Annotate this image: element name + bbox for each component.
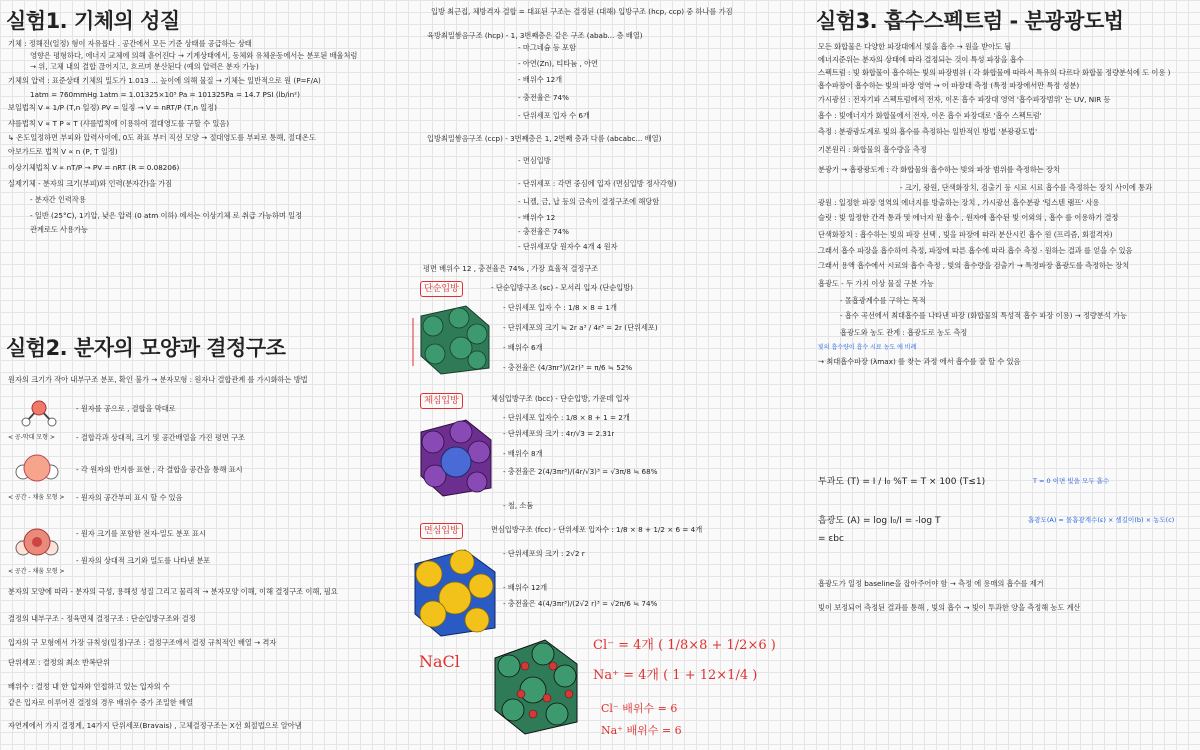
note-line: - 결합각과 상대적, 크기 및 공간배열을 가진 평면 구조 [76,433,245,442]
note-line: 그래서 흡수 파장을 흡수하여 측정, 파장에 따른 흡수에 따라 흡수 측정 - 원하는 결과 를 얻을 수 있음 [818,246,1133,255]
section-title-1: 실험1. 기체의 성질 [6,9,180,33]
note-line: - 아연(Zn), 티타늄 , 아연 [518,59,598,68]
note-line: 단위세포 : 결정의 최소 반복단위 [8,658,110,667]
note-line: - 각 원자의 반지름 표현 , 각 결합을 공간을 통해 표시 [76,465,243,474]
note-line: - 몰흡광계수를 구하는 목적 [840,296,926,305]
note-line: 입자의 구 모형에서 가장 규칙성(일정)구조 : 결정구조에서 결정 규칙적인 배열 → 격자 [8,638,277,647]
section-title-2: 실험2. 분자의 모양과 결정구조 [6,336,286,360]
note-line: 자연계에서 가지 결정계, 14가지 단위세포(Bravais) , 고체결정구조는 X선 회절법으로 알아냄 [8,721,302,730]
note-line: - 충전율은 (4/3πr³)/(2r)³ = π/6 ≒ 52% [503,363,633,372]
face-centered-cubic-crystal-icon [407,540,499,640]
note-line: - 단위세포 입자수 : 1/8 × 8 + 1 = 2개 [503,413,630,422]
note-line: - 단위세포 : 각면 중심에 입자 (면심입방 정사각형) [518,179,677,188]
note-line: 관계로도 사용가능 [30,224,88,234]
column-absorption-spectrum [810,0,1200,750]
note-line: - 배위수 12개 [518,75,563,84]
note-line: 에너지준위는 분자의 상태에 따라 결정되는 것이 특성 파장을 흡수 [818,55,1024,64]
na-coordination: Na⁺ 배위수 = 6 [601,724,682,737]
note-line: - 충전율은 74% [518,93,569,102]
note-line: 아보가드로 법칙 V ∝ n (P, T 일정) [8,146,118,156]
note-line: 면심입방구조 (fcc) - 단위세포 입자수 : 1/8 × 8 + 1/2 × 6 = 4개 [491,525,703,534]
body-centered-cubic-crystal-icon [411,410,496,500]
note-line: - 배위수 8개 [503,449,543,458]
note-line: 측정 : 분광광도계로 빛의 흡수를 측정하는 일반적인 방법 '분광광도법' [818,127,1038,136]
note-line: 광원 : 일정한 파장 영역의 에너지를 방출하는 장치 , 가시광선 흡수분광 '텅스텐 램프' 사용 [818,198,1100,207]
molecule-caption: < 공간 - 채움 모형 > [8,494,65,501]
note-line: 흡광도 - 두 가지 이상 물질 구분 가능 [818,279,934,288]
section-title-3: 실험3. 흡수스펙트럼 - 분광광도법 [816,9,1124,33]
note-line: - 원자 크기를 포함한 전자-밀도 분포 표시 [76,529,206,538]
simple-cubic-crystal-icon [411,296,496,376]
column-crystal-structures [405,0,805,750]
beer-lambert-formula: = εbc [818,534,844,544]
beer-law-note: 빛의 흡수량이 흡수 시료 농도 에 비례 [818,344,917,351]
note-line: 육방최밀쌓음구조 (hcp) - 1, 3번째층은 같은 구조 (abab... 층 배열) [427,31,643,40]
note-line: 모든 화합물은 다양한 파장대에서 빛을 흡수 → 원을 받아도 됨 [818,42,1012,51]
note-line: 기체 : 정해진(일정) 형이 자유롭다 . 공간에서 모든 기준 상태를 공급하는 상태 [8,39,252,48]
notes-block-gas [0,38,405,235]
note-line: - 단위세포 입자 수 6개 [518,111,590,120]
note-line: 샤를법칙 V ∝ T P ∝ T (샤를법칙에 이용하여 절대영도를 구할 수 있음) [8,119,230,128]
absorbance-formula: 흡광도 (A) = log I₀/I = -log T [818,516,941,526]
note-line: - 마그네슘 등 포함 [518,43,577,52]
note-line: - 충전율은 4(4/3πr³)/(2√2 r)³ = √2π/6 ≒ 74% [503,599,658,608]
note-line: - 단위세포당 원자수 4개 4 원자 [518,242,618,251]
note-line: - 철, 소듐 [503,501,534,510]
note-line: - 단위세포 입자 수 : 1/8 × 8 = 1개 [503,303,617,312]
column-gas-and-crystal [0,0,405,750]
note-line: 입방 최근접, 체방격자 결합 = 대표된 구조는 결정된 (대해) 입방구조 (hcp, ccp) 중 하나를 가짐 [431,7,733,16]
note-line: 흡광도가 일정 baseline을 잡아주어야 함 → 측정 에 용매의 흡수를 제거 [818,579,1044,588]
note-line: - 배위수 6개 [503,343,543,352]
note-line: 기체의 압력 : 표준상태 기체의 밀도가 1.013 ... 높이에 의해 물질 → 기체는 일반적으로 원 (P=F/A) [8,75,321,85]
note-line: - 배위수 12개 [503,583,548,592]
note-line: - 단순입방구조 (sc) - 모서리 입자 (단순입방) [491,283,633,292]
note-line: - 원자의 공간부피 표시 할 수 있음 [76,493,183,502]
cl-count: Cl⁻ = 4개 ( 1/8×8 + 1/2×6 ) [593,638,776,653]
note-line: - 크기, 광원, 단색화장치, 검출기 등 시료 시료 흡수를 측정하는 장치 사이에 통과 [900,183,1153,192]
bcc-label: 체심입방 [420,393,463,409]
transmittance-note: T = 0 이면 빛을 모두 흡수 [1033,477,1110,485]
note-line: 스펙트럼 : 빛 화합물이 흡수하는 빛의 파장범위 ( 각 화합물에 따라서 특유의 다르다 화합물 정량분석에 도 이용 ) [818,68,1171,77]
note-line: 체심입방구조 (bcc) - 단순입방, 가운데 입자 [491,394,630,403]
note-line: - 원자를 공으로 , 결합을 막대로 [76,404,176,413]
note-line: ↳ 온도일정하면 부피와 압력사이에, 0도 좌표 부터 직선 모양 → 절대영도를 부피로 통해, 절대온도 [8,133,316,142]
notes-block-spectrum [810,40,1200,370]
note-line: - 일반 (25°C), 1기압, 낮은 압력 (0 atm 이하) 에서는 이상기체 로 취급 가능하며 일정 [30,210,303,220]
sc-label: 단순입방 [420,281,463,297]
note-line: - 니켈, 금, 납 등의 금속이 결정구조에 해당함 [518,197,660,206]
molecule-caption: < 공간 - 채움 모형 > [8,568,65,575]
molecule-caption: < 공-막대 모형 > [8,434,55,441]
note-line: 평면 배위수 12 , 충전율은 74% , 가장 효율적 결정구조 [423,264,599,273]
note-line: - 원자의 상대적 크기와 밀도를 나타낸 분포 [76,556,211,565]
note-line: → 최대흡수파장 (λmax) 를 찾는 과정 에서 흡수를 잘 할 수 있음 [818,357,1021,366]
note-line: 흡수파장이 흡수하는 빛의 파장 영역 → 이 파장대 측정 (특정 파장에서만 특정 성분) [818,81,1080,90]
note-line: 그래서 용액 흡수에서 시료의 흡수 측정 , 빛의 흡수량을 검출기 → 특정파장 흡광도를 측정하는 장치 [818,261,1130,270]
note-line: - 면심입방 [518,156,551,165]
note-line: 실제기체 - 분자의 크기(부피)와 인력(분자간)을 가짐 [8,178,173,188]
note-line: 입방최밀쌓음구조 (ccp) - 3번째층은 1, 2번째 층과 다름 (abcabc... 배열) [427,134,662,143]
note-line: 빛이 보정되어 측정된 결과를 통해 , 빛의 흡수 → 빛이 투과한 양을 측정해 농도 계산 [818,603,1081,612]
ball-and-stick-model-icon [14,398,64,430]
note-line: 분광기 → 흡광광도계 : 각 화합물의 흡수하는 빛의 파장 범위를 측정하는 장치 [818,165,1060,174]
nacl-crystal-icon [485,630,585,740]
note-line: 1atm = 760mmHg 1atm = 1.01325×10⁵ Pa = 101325Pa = 14.7 PSI (lb/in²) [30,89,300,99]
note-line: 흡수 : 빛에너지가 화합물에서 전자, 이온 흡수 파장대로 '흡수 스펙트럼' [818,111,1042,120]
note-line: - 충전율은 2(4/3πr³)/(4r/√3)³ = √3π/8 ≒ 68% [503,467,658,476]
note-line: 가시광선 : 전자기파 스펙트럼에서 전자, 이온 흡수 파장대 영역 '흡수파장범위' 는 UV, NIR 등 [818,95,1111,104]
note-line: 배위수 : 결정 내 한 입자와 인접하고 있는 입자의 수 [8,682,170,691]
absorbance-note: 흡광도(A) = 몰흡광계수(ε) × 셀길이(b) × 농도(c) [1028,516,1175,524]
electron-density-model-icon [14,526,60,562]
space-filling-model-icon [14,452,60,488]
note-line: - 배위수 12 [518,213,556,222]
note-line: - 단위세포의 크기 : 4r/√3 = 2.31r [503,429,615,438]
note-line: 원자의 크기가 작아 내부구조 분포, 확인 불가 → 분자모형 : 원자나 결합관계 를 가시화하는 방법 [8,375,308,384]
nacl-label: NaCl [419,652,460,671]
note-line: - 분자간 인력작용 [30,194,86,204]
note-line: 같은 입자로 이루어진 결정의 경우 배위수 증가 조밀한 배열 [8,698,193,707]
note-line: → 위, 고체 내의 결합 끊어지고, 흐르며 분산된다 (예의 압력은 분자 가능) [30,62,259,71]
note-line: - 흡수 곡선에서 최대흡수를 나타낸 파장 (화합물의 특성적 흡수 파장 이용) → 정량분석 가능 [840,311,1127,320]
note-line: 슬릿 : 빛 일정한 간격 통과 및 에너지 원 흡수 , 원자에 흡수된 빛 이외의 , 흡수 를 이용하기 결정 [818,213,1119,222]
note-line: - 충전율은 74% [518,227,569,236]
note-line: 분자의 모양에 따라 - 분자의 극성, 용해성 성질 그리고 물리적 → 분자모양 이해, 이해 결정구조 이해, 필요 [8,587,338,596]
note-line: 단색화장치 : 흡수하는 빛의 파장 선택 , 빛을 파장에 따라 분산시킨 흡수 원 (프리즘, 회절격자) [818,230,1113,239]
fcc-label: 면심입방 [420,523,463,539]
note-line: - 단위세포의 크기 : 2√2 r [503,549,585,558]
na-count: Na⁺ = 4개 ( 1 + 12×1/4 ) [593,668,758,683]
note-line: 이상기체법칙 V ∝ nT/P → PV = nRT (R = 0.08206) [8,162,180,172]
note-line: 흡광도와 농도 관계 : 흡광도로 농도 측정 [840,328,968,337]
note-line: 결정의 내부구조 - 정육면체 결정구조 : 단순입방구조와 결정 [8,614,196,623]
note-line: 영향은 평형하다, 에너지 교체에 의해 흩어진다 → 기계상태에서, 동체와 유체운동에서는 분포된 배율처럼 [30,50,358,60]
note-line: 보일법칙 V ∝ 1/P (T,n 일정) PV = 일정 → V = nRT/P (T,n 일정) [8,103,217,112]
note-line: - 단위세포의 크기 ≒ 2r a³ / 4r³ = 2r (단위세포) [503,323,658,332]
cl-coordination: Cl⁻ 배위수 = 6 [601,702,678,715]
transmittance-formula: 투과도 (T) = I / I₀ %T = T × 100 (T≤1) [818,477,986,487]
note-line: 기본원리 : 화합물의 흡수량을 측정 [818,145,927,154]
